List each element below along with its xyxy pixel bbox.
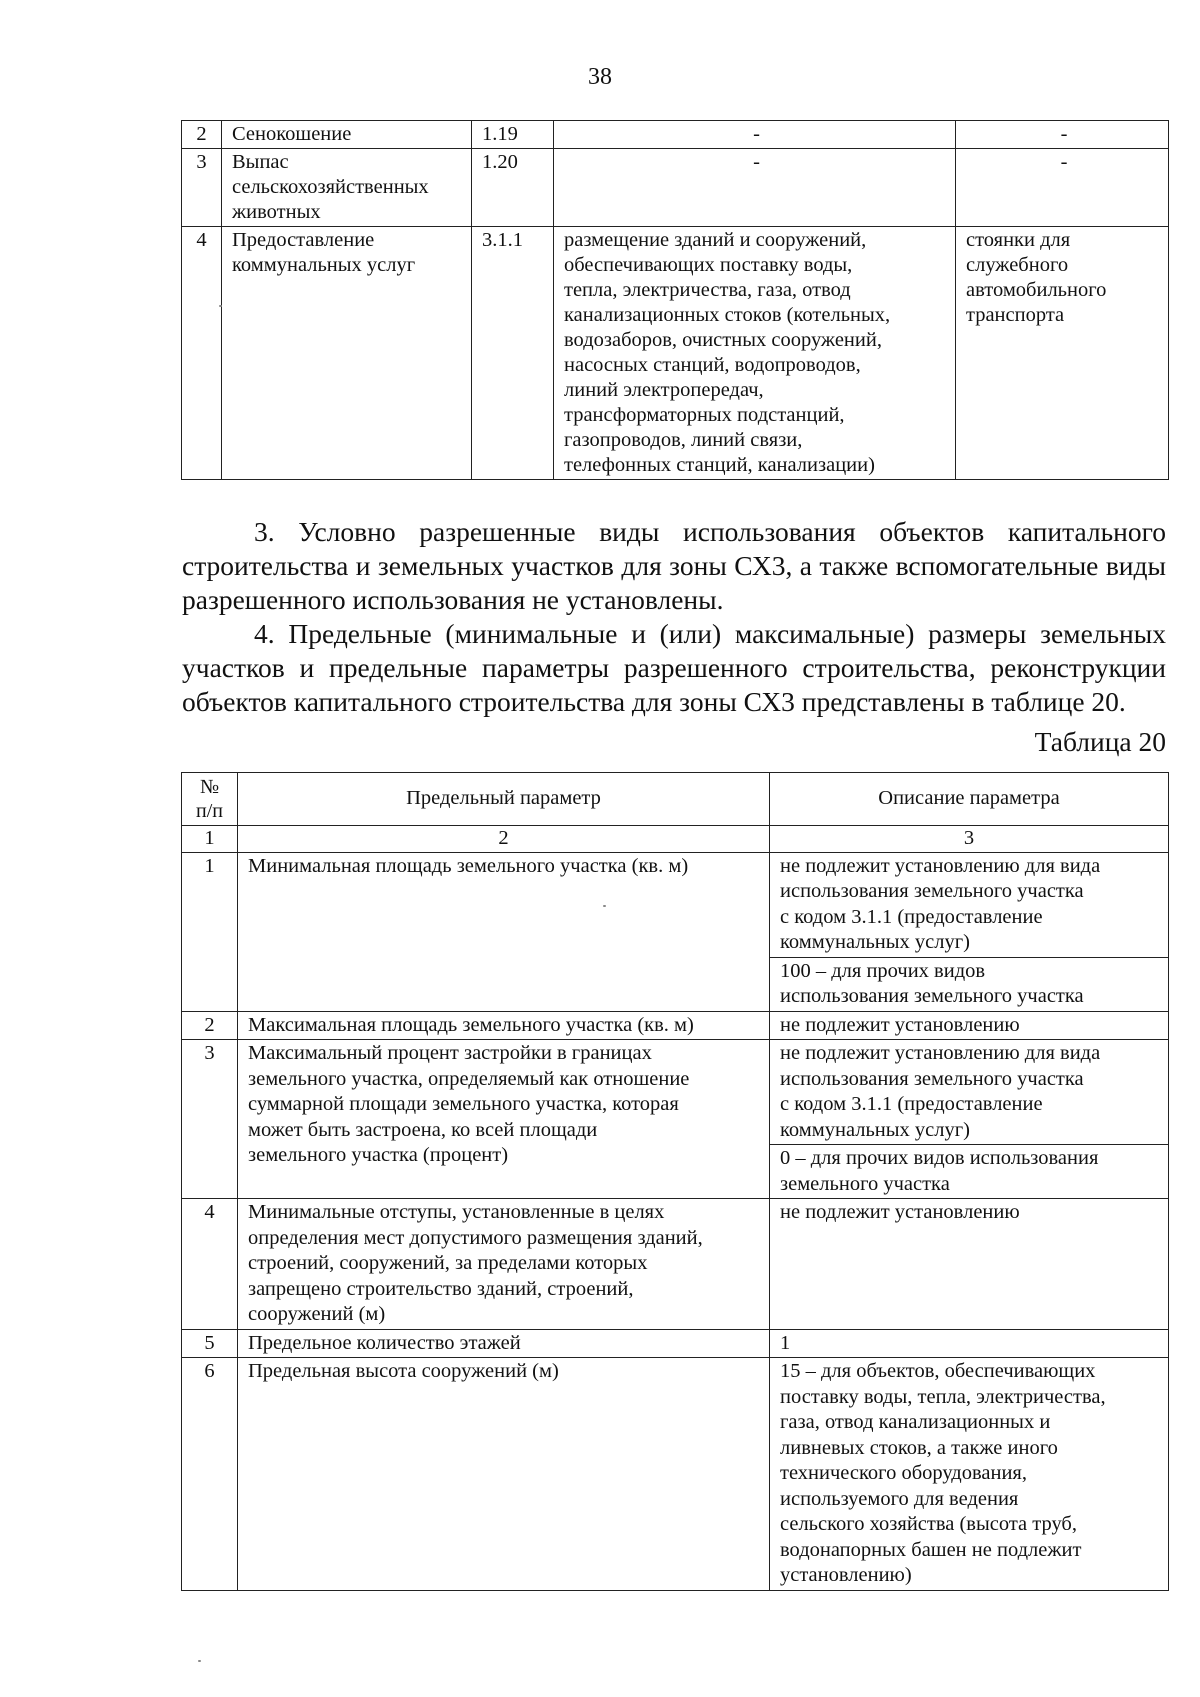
param-name: Предельное количество этажей	[238, 1329, 770, 1358]
column-index: 1	[182, 826, 238, 853]
row-number: 5	[182, 1329, 238, 1358]
permitted-uses-table	[181, 120, 1169, 480]
use-code: 3.1.1	[472, 227, 554, 480]
table-row	[182, 1199, 1169, 1330]
use-description: -	[554, 121, 956, 149]
table-row	[182, 149, 1169, 227]
param-description: не подлежит установлению для вида использования земельного участка с кодом 3.1.1 (предоставление коммунальных услуг)	[770, 852, 1169, 957]
table-row	[182, 1358, 1169, 1591]
header-param: Предельный параметр	[238, 773, 770, 826]
auxiliary-use: стоянки для служебного автомобильного транспорта	[956, 227, 1169, 480]
row-number: 3	[182, 149, 222, 227]
use-description: размещение зданий и сооружений, обеспечивающих поставку воды, тепла, электричества, газа, отвод канализационных стоков (котельных, водозаборов, очистных сооружений, насосных станций, водопроводов, линий электропередач, трансформаторных подстанций, газопроводов, линий связи, телефонных станций, канализации)	[554, 227, 956, 480]
use-description: -	[554, 149, 956, 227]
use-code: 1.20	[472, 149, 554, 227]
param-name: Минимальные отступы, установленные в целях определения мест допустимого размещения зданий, строений, сооружений, за пределами которых запрещено строительство зданий, строений, сооружений (м)	[238, 1199, 770, 1330]
page-number: 38	[588, 64, 612, 90]
use-name: Выпас сельскохозяйственных животных	[222, 149, 472, 227]
use-name: Предоставление коммунальных услуг	[222, 227, 472, 480]
row-number: 4	[182, 227, 222, 480]
use-code: 1.19	[472, 121, 554, 149]
param-name: Минимальная площадь земельного участка (кв. м)	[238, 852, 770, 1011]
param-description: 15 – для объектов, обеспечивающих поставку воды, тепла, электричества, газа, отвод канализационных и ливневых стоков, а также иного технического оборудования, используемого для ведения сельского хозяйства (высота труб, водонапорных башен не подлежит установлению)	[770, 1358, 1169, 1591]
row-number: 1	[182, 852, 238, 1011]
use-name: Сенокошение	[222, 121, 472, 149]
param-description: не подлежит установлению для вида использования земельного участка с кодом 3.1.1 (предоставление коммунальных услуг)	[770, 1040, 1169, 1145]
table-row	[182, 227, 1169, 480]
header-num: № п/п	[182, 773, 238, 826]
paragraph-4: 4. Предельные (минимальные и (или) максимальные) размеры земельных участков и предельные параметры разрешенного строительства, реконструкции объектов капитального строительства для зоны СХ3 представлены в таблице 20.	[182, 618, 1166, 717]
param-description: 1	[770, 1329, 1169, 1358]
auxiliary-use: -	[956, 149, 1169, 227]
row-number: 2	[182, 1011, 238, 1040]
table-caption: Таблица 20	[1034, 726, 1166, 757]
column-index: 2	[238, 826, 770, 853]
row-number: 2	[182, 121, 222, 149]
table-row	[182, 1011, 1169, 1040]
param-description: 100 – для прочих видов использования земельного участка	[770, 957, 1169, 1011]
header-desc: Описание параметра	[770, 773, 1169, 826]
table-row	[182, 121, 1169, 149]
param-name: Максимальная площадь земельного участка (кв. м)	[238, 1011, 770, 1040]
column-index: 3	[770, 826, 1169, 853]
param-name: Предельная высота сооружений (м)	[238, 1358, 770, 1591]
param-description: 0 – для прочих видов использования земельного участка	[770, 1145, 1169, 1199]
row-number: 4	[182, 1199, 238, 1330]
scan-speck	[198, 1660, 201, 1662]
column-index-row	[182, 826, 1169, 853]
scan-speck	[219, 305, 222, 307]
param-description: не подлежит установлению	[770, 1011, 1169, 1040]
param-description: не подлежит установлению	[770, 1199, 1169, 1330]
table-header-row	[182, 773, 1169, 826]
param-name: Максимальный процент застройки в границах земельного участка, определяемый как отношение суммарной площади земельного участка, которая может быть застроена, ко всей площади земельного участка (процент)	[238, 1040, 770, 1199]
paragraph-3: 3. Условно разрешенные виды использования объектов капитального строительства и земельных участков для зоны СХ3, а также вспомогательные виды разрешенного использования не установлены.	[182, 516, 1166, 615]
table-row	[182, 1040, 1169, 1145]
table-20	[181, 772, 1169, 1591]
auxiliary-use: -	[956, 121, 1169, 149]
table-row	[182, 1329, 1169, 1358]
table-row	[182, 852, 1169, 957]
row-number: 3	[182, 1040, 238, 1199]
row-number: 6	[182, 1358, 238, 1591]
scan-speck	[603, 905, 606, 907]
